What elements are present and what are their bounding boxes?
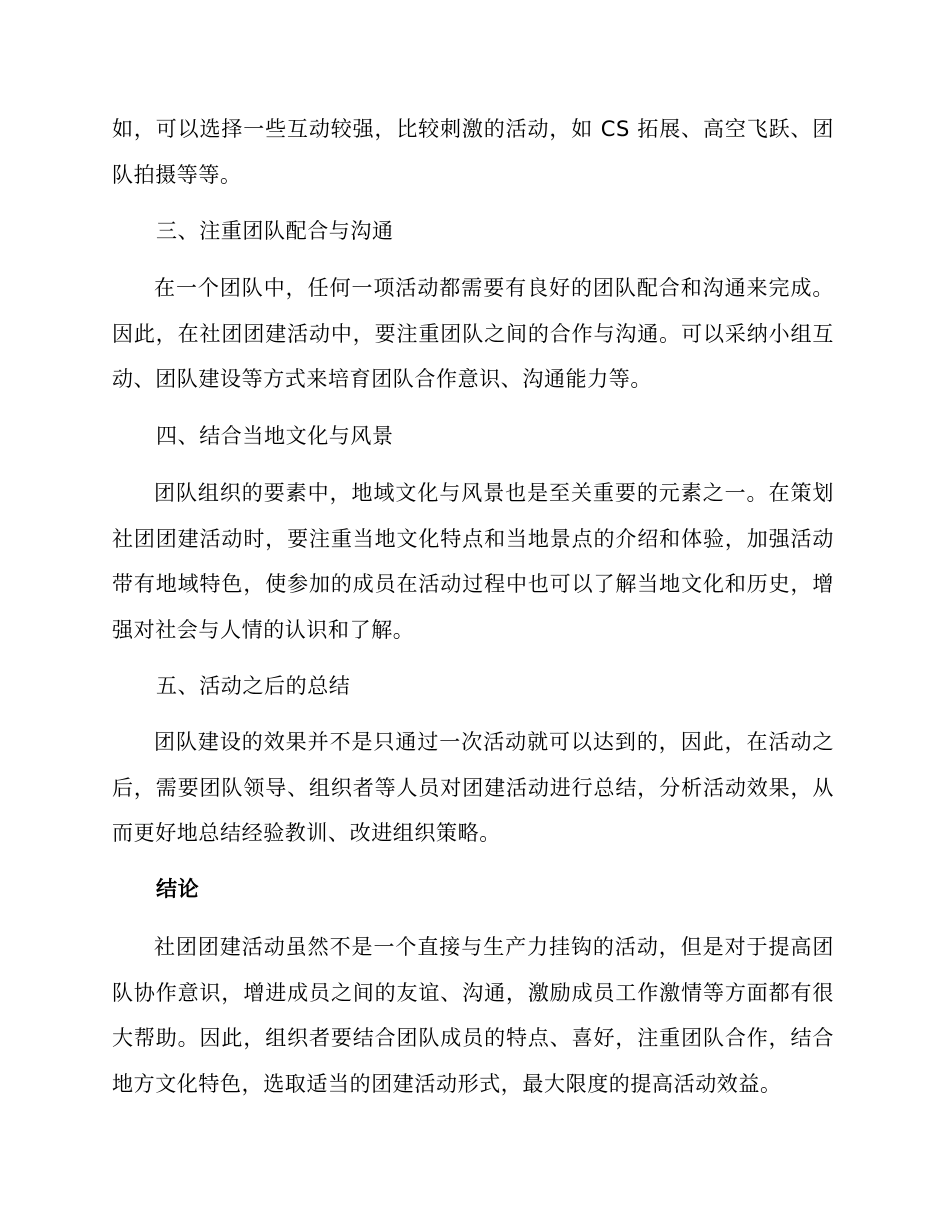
conclusion-heading: 结论 xyxy=(156,877,200,901)
paragraph-conclusion: 社团团建活动虽然不是一个直接与生产力挂钩的活动，但是对于提高团队协作意识，增进成员之间的友谊、沟通，激励成员工作激情等方面都有很大帮助。因此，组织者要结合团队成员的特点、喜好，注重团队合作，结合地方文化特色，选取适当的团建活动形式，最大限度的提高活动效益。 xyxy=(112,935,834,1096)
paragraph-section-4: 团队组织的要素中，地域文化与风景也是至关重要的元素之一。在策划社团团建活动时，要注重当地文化特点和当地景点的介绍和体验，加强活动带有地域特色，使参加的成员在活动过程中也可以了解当地文化和历史，增强对社会与人情的认识和了解。 xyxy=(112,481,834,642)
section-heading-3: 三、注重团队配合与沟通 xyxy=(156,219,394,243)
section-heading-5: 五、活动之后的总结 xyxy=(156,674,351,698)
paragraph-section-5: 团队建设的效果并不是只通过一次活动就可以达到的，因此，在活动之后，需要团队领导、组织者等人员对团建活动进行总结，分析活动效果，从而更好地总结经验教训、改进组织策略。 xyxy=(112,730,834,845)
section-heading-4: 四、结合当地文化与风景 xyxy=(156,424,394,448)
paragraph-continuation: 如，可以选择一些互动较强，比较刺激的活动，如 CS 拓展、高空飞跃、团队拍摄等等。 xyxy=(112,117,834,187)
paragraph-section-3: 在一个团队中，任何一项活动都需要有良好的团队配合和沟通来完成。因此，在社团团建活动中，要注重团队之间的合作与沟通。可以采纳小组互动、团队建设等方式来培育团队合作意识、沟通能力等。 xyxy=(112,276,834,391)
